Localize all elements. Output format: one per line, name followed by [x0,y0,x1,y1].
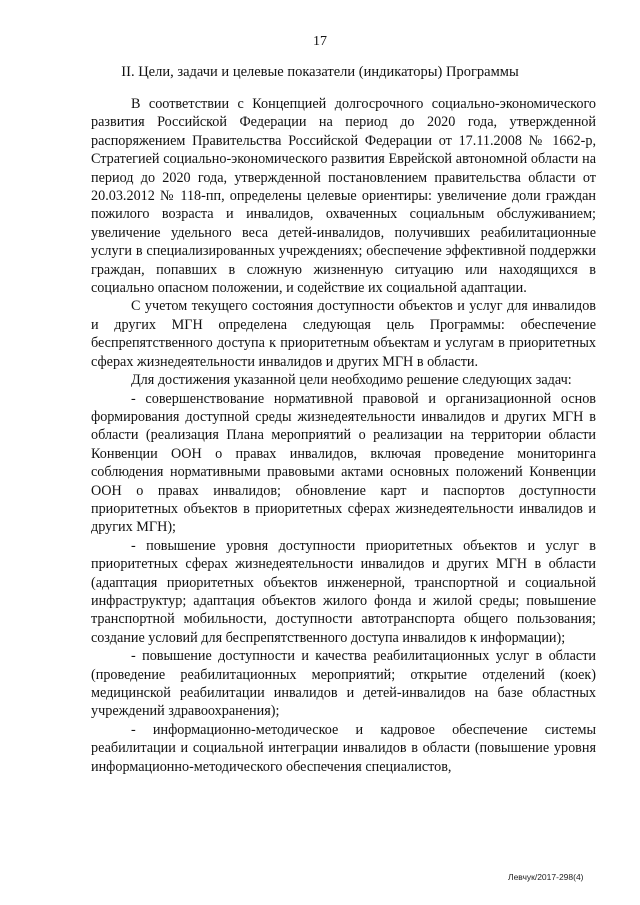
page-number: 17 [313,34,327,49]
task-item-accessibility: - повышение уровня доступности приоритетных объектов и услуг в приоритетных сферах жизнедеятельности инвалидов и других МГН в области (адаптация приоритетных объектов инженерной, транспортной и социальной инфраструктур; адаптация объектов жилого фонда и жилой среды; повышение транспортной мобильности, доступности автотранспорта общего пользования; создание условий для беспрепятственного доступа инвалидов к информации); [91,537,596,646]
task-item-information: - информационно-методическое и кадровое обеспечение системы реабилитации и социальной интеграции инвалидов в области (повышение уровня информационно-методического обеспечения специалистов, [91,721,596,775]
document-body [91,95,596,776]
paragraph-tasks-intro: Для достижения указанной цели необходимо решение следующих задач: [131,372,572,389]
paragraph-intro: В соответствии с Концепцией долгосрочного социально-экономического развития Российской Федерации на период до 2020 года, утвержденной распоряжением Правительства Российской Федерации от 17.11.2008 № 1662-р, Стратегией социально-экономического развития Еврейской автономной области на период до 2020 года, утвержденной постановлением правительства области от 20.03.2012 № 118-пп, определены целевые ориентиры: увеличение доли граждан пожилого возраста и инвалидов, охваченных социальным обслуживанием; увеличение удельного веса детей-инвалидов, получивших реабилитационные услуги в специализированных учреждениях; обеспечение эффективной поддержки граждан, попавших в сложную жизненную ситуацию или находящихся в социально опасном положении, и содействие их социальной адаптации. [91,96,596,297]
task-item-rehabilitation: - повышение доступности и качества реабилитационных услуг в области (проведение реабилитационных мероприятий; открытие отделений (коек) медицинской реабилитации инвалидов и детей-инвалидов на базе областных учреждений здравоохранения); [91,648,596,720]
section-title: II. Цели, задачи и целевые показатели (индикаторы) Программы [121,64,519,80]
footer-document-code: Левчук/2017-298(4) [508,872,584,882]
paragraph-goal: С учетом текущего состояния доступности объектов и услуг для инвалидов и других МГН определена следующая цель Программы: обеспечение беспрепятственного доступа к приоритетным объектам и услугам в приоритетных сферах жизнедеятельности инвалидов и других МГН в области. [91,298,596,370]
task-item-regulatory: - совершенствование нормативной правовой и организационной основ формирования доступной среды жизнедеятельности инвалидов и других МГН в области (реализация Плана мероприятий о реализации на территории области Конвенции ООН о правах инвалидов, включая проведение мониторинга соблюдения нормативными правовыми актами основных положений Конвенции ООН о правах инвалидов; обновление карт и паспортов доступности приоритетных объектов в приоритетных сферах жизнедеятельности инвалидов и других МГН); [91,390,596,536]
